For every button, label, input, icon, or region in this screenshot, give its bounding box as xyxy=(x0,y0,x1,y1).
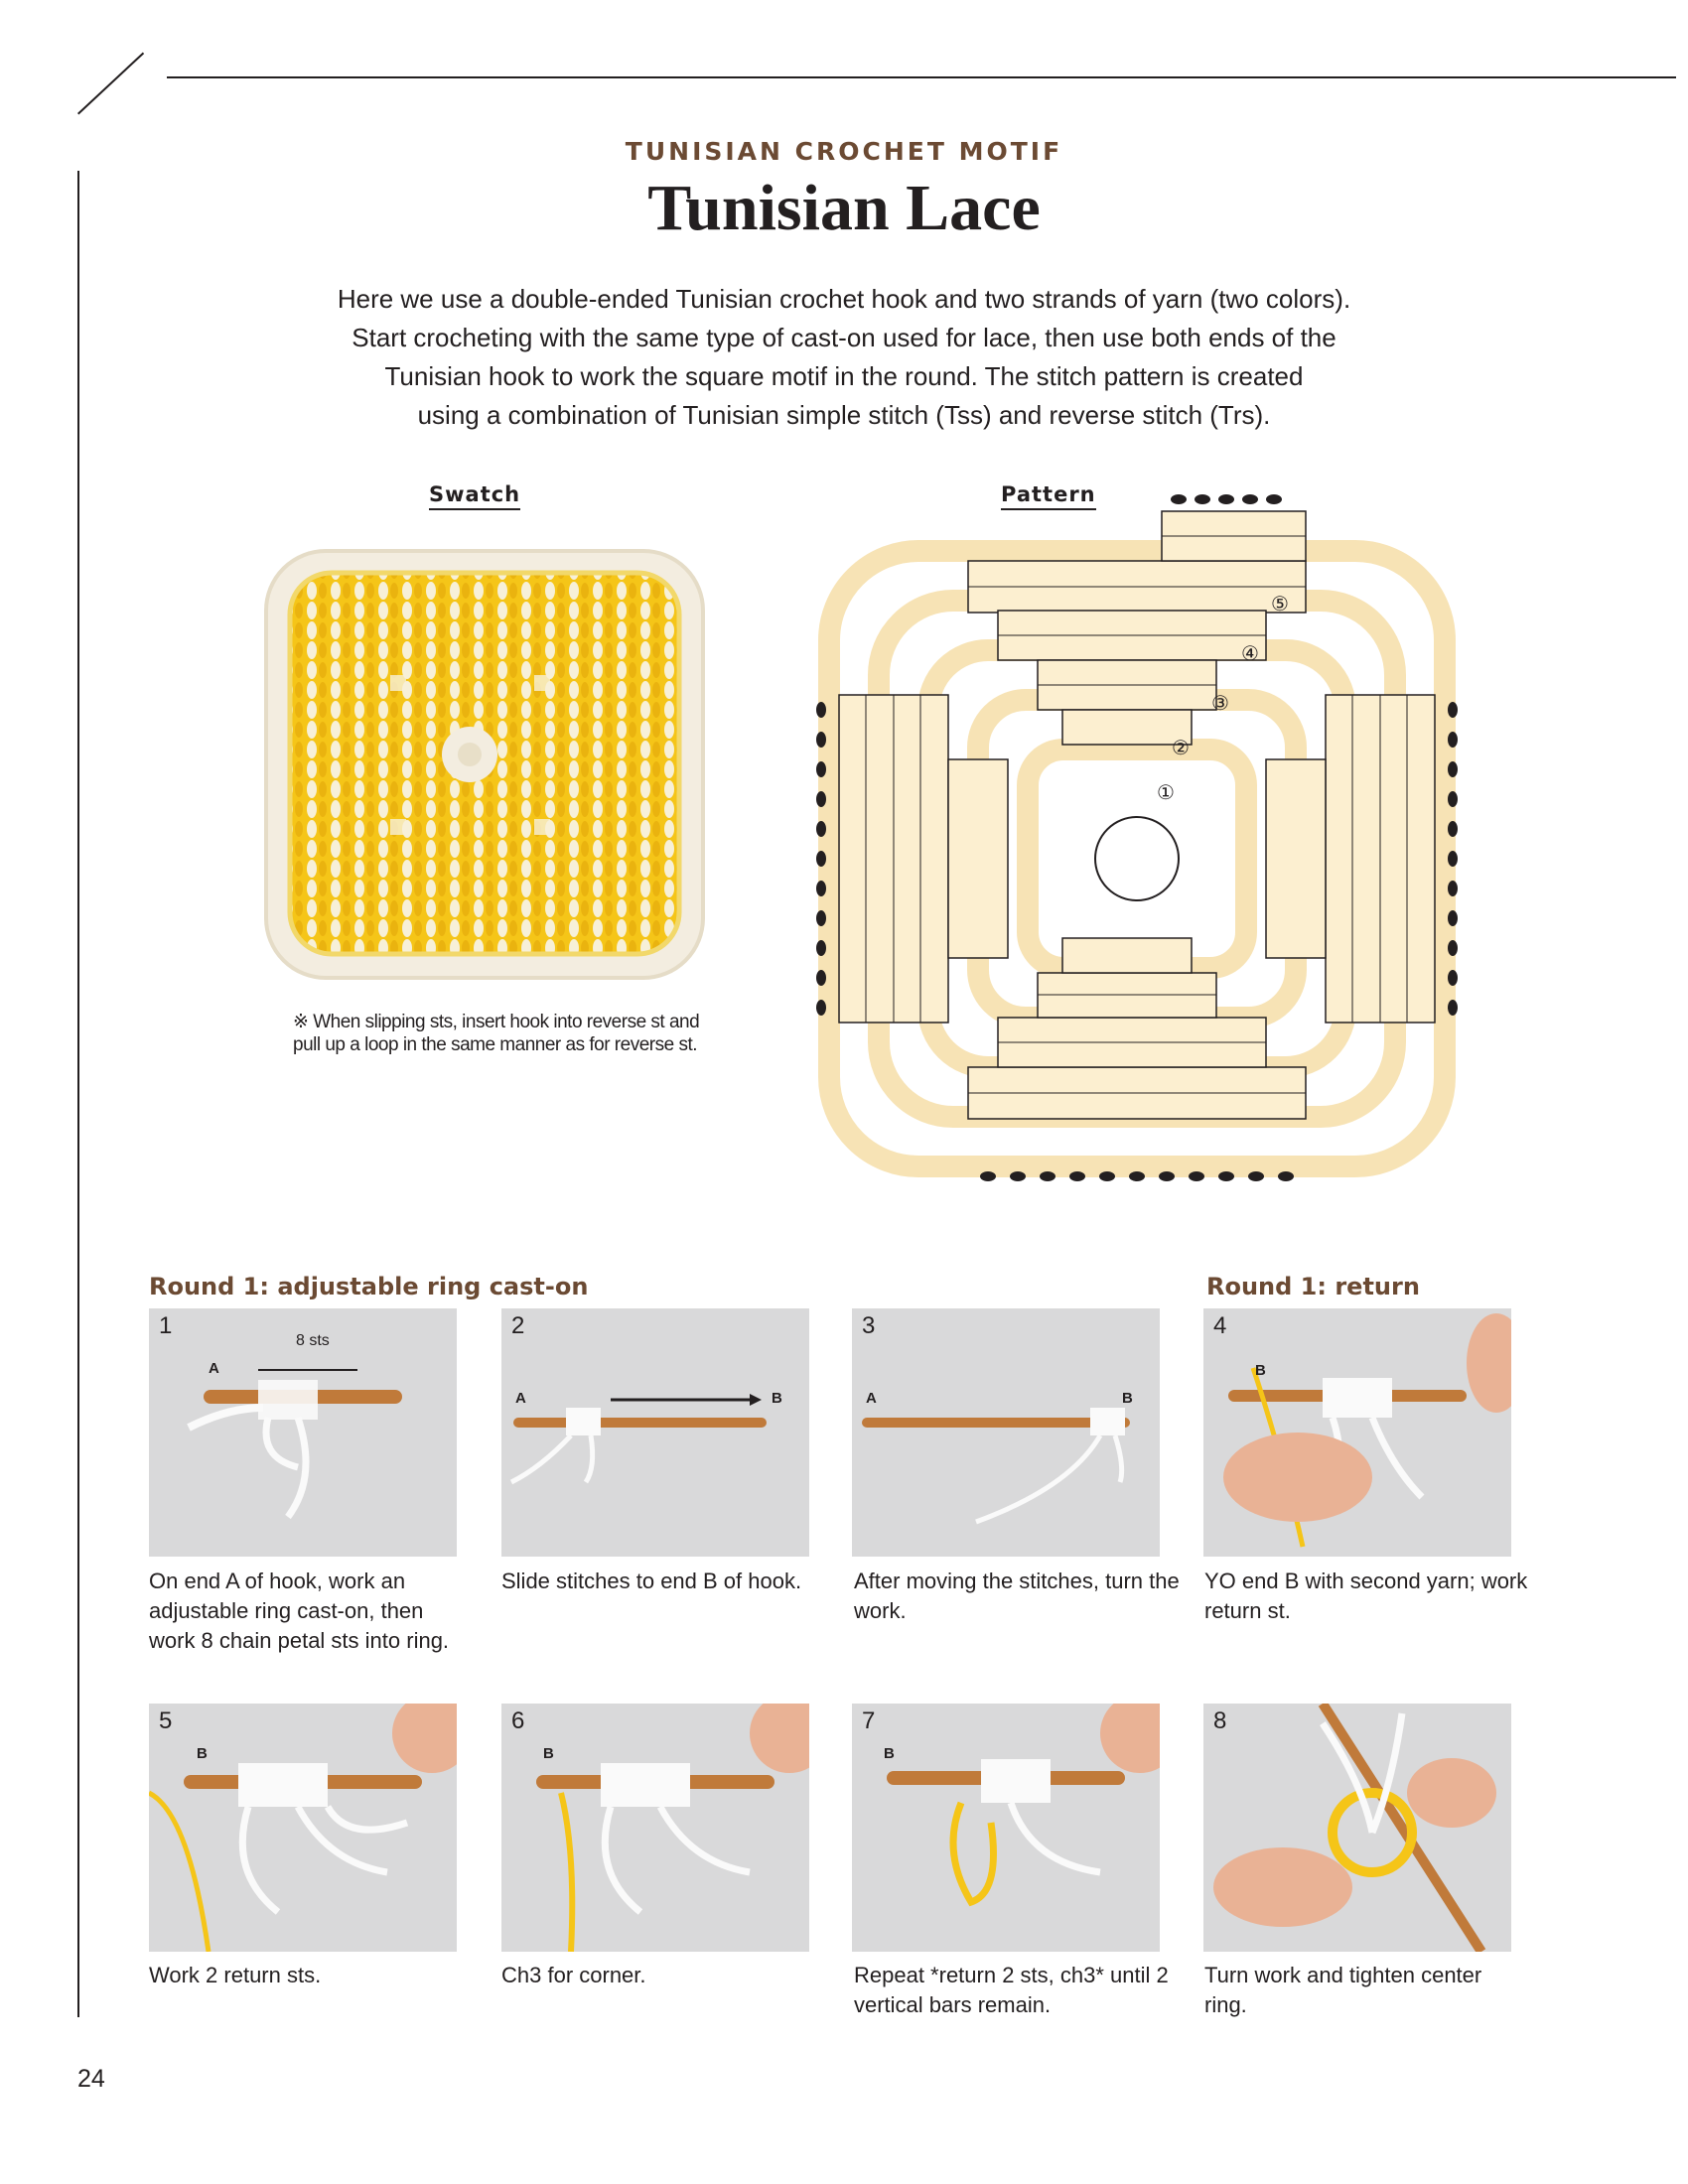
end-b-label: B xyxy=(197,1745,208,1762)
step-caption-3: After moving the stitches, turn the work. xyxy=(854,1569,1180,1623)
step-number: 6 xyxy=(511,1707,525,1734)
section-kicker: TUNISIAN CROCHET MOTIF xyxy=(625,137,1063,166)
hook-illustration xyxy=(1203,1704,1511,1952)
step-photo-2 xyxy=(501,1308,809,1557)
hook-illustration xyxy=(1203,1308,1511,1557)
intro-line: Start crocheting with the same type of cast-on used for lace, then use both ends of the xyxy=(352,323,1336,352)
end-b-label: B xyxy=(543,1745,554,1762)
step-photo-1 xyxy=(149,1308,457,1557)
intro-line: using a combination of Tunisian simple stitch (Tss) and reverse stitch (Trs). xyxy=(417,400,1271,430)
page-title: Tunisian Lace xyxy=(647,172,1041,244)
end-b-label: B xyxy=(884,1745,895,1762)
round-marker: ④ xyxy=(1241,641,1259,665)
swatch-illustration xyxy=(256,541,713,988)
intro-line: Here we use a double-ended Tunisian crochet hook and two strands of yarn (two colors). xyxy=(337,284,1351,314)
intro-paragraph xyxy=(268,280,1420,435)
page-number: 24 xyxy=(77,2065,105,2093)
step-caption-4: YO end B with second yarn; work return st. xyxy=(1204,1569,1528,1623)
step-photo-3 xyxy=(852,1308,1160,1557)
end-a-label: A xyxy=(866,1390,877,1407)
step-caption-1: On end A of hook, work an adjustable ring cast-on, then work 8 chain petal sts into ring. xyxy=(149,1569,450,1653)
step-number: 8 xyxy=(1213,1707,1227,1734)
end-a-label: A xyxy=(515,1390,526,1407)
pattern-label: Pattern xyxy=(1001,482,1096,510)
step-number: 5 xyxy=(159,1707,173,1734)
round-marker: ③ xyxy=(1211,691,1229,715)
hook-illustration xyxy=(852,1308,1160,1557)
swatch-label: Swatch xyxy=(429,482,520,510)
round-marker: ① xyxy=(1157,780,1175,804)
step-caption-7: Repeat *return 2 sts, ch3* until 2 vertical bars remain. xyxy=(854,1963,1169,2017)
swatch-photo xyxy=(256,541,713,988)
pattern-chart xyxy=(809,491,1465,1186)
top-rule xyxy=(167,76,1676,78)
round1-return-heading: Round 1: return xyxy=(1206,1273,1420,1300)
step-photo-6 xyxy=(501,1704,809,1952)
step-number: 2 xyxy=(511,1312,525,1339)
end-b-label: B xyxy=(772,1390,782,1407)
step-caption-8: Turn work and tighten center ring. xyxy=(1204,1963,1482,2017)
round-marker: ⑤ xyxy=(1271,592,1289,615)
end-a-label: A xyxy=(209,1360,219,1377)
hook-illustration xyxy=(501,1704,809,1952)
crochet-chart xyxy=(809,491,1465,1186)
intro-line: Tunisian hook to work the square motif in the round. The stitch pattern is created xyxy=(384,361,1304,391)
hook-illustration xyxy=(501,1308,809,1557)
step-photo-8 xyxy=(1203,1704,1511,1952)
hook-illustration xyxy=(852,1704,1160,1952)
step-photo-4 xyxy=(1203,1308,1511,1557)
step-caption-5: Work 2 return sts. xyxy=(149,1963,322,1987)
step-number: 1 xyxy=(159,1312,173,1339)
end-b-label: B xyxy=(1255,1362,1266,1379)
swatch-note: ※ When slipping sts, insert hook into reverse st and pull up a loop in the same manner as for reverse st. xyxy=(293,1012,700,1055)
left-margin-rule xyxy=(77,171,79,2017)
step-photo-5 xyxy=(149,1704,457,1952)
sts-count-label: 8 sts xyxy=(296,1332,330,1349)
hook-illustration xyxy=(149,1704,457,1952)
step-number: 7 xyxy=(862,1707,876,1734)
end-b-label: B xyxy=(1122,1390,1133,1407)
step-caption-2: Slide stitches to end B of hook. xyxy=(501,1569,802,1593)
round-marker: ② xyxy=(1172,736,1190,759)
step-number: 4 xyxy=(1213,1312,1227,1339)
step-number: 3 xyxy=(862,1312,876,1339)
corner-diagonal-rule xyxy=(77,53,144,115)
step-caption-6: Ch3 for corner. xyxy=(501,1963,646,1987)
step-photo-7 xyxy=(852,1704,1160,1952)
round1-cast-on-heading: Round 1: adjustable ring cast-on xyxy=(149,1273,589,1300)
